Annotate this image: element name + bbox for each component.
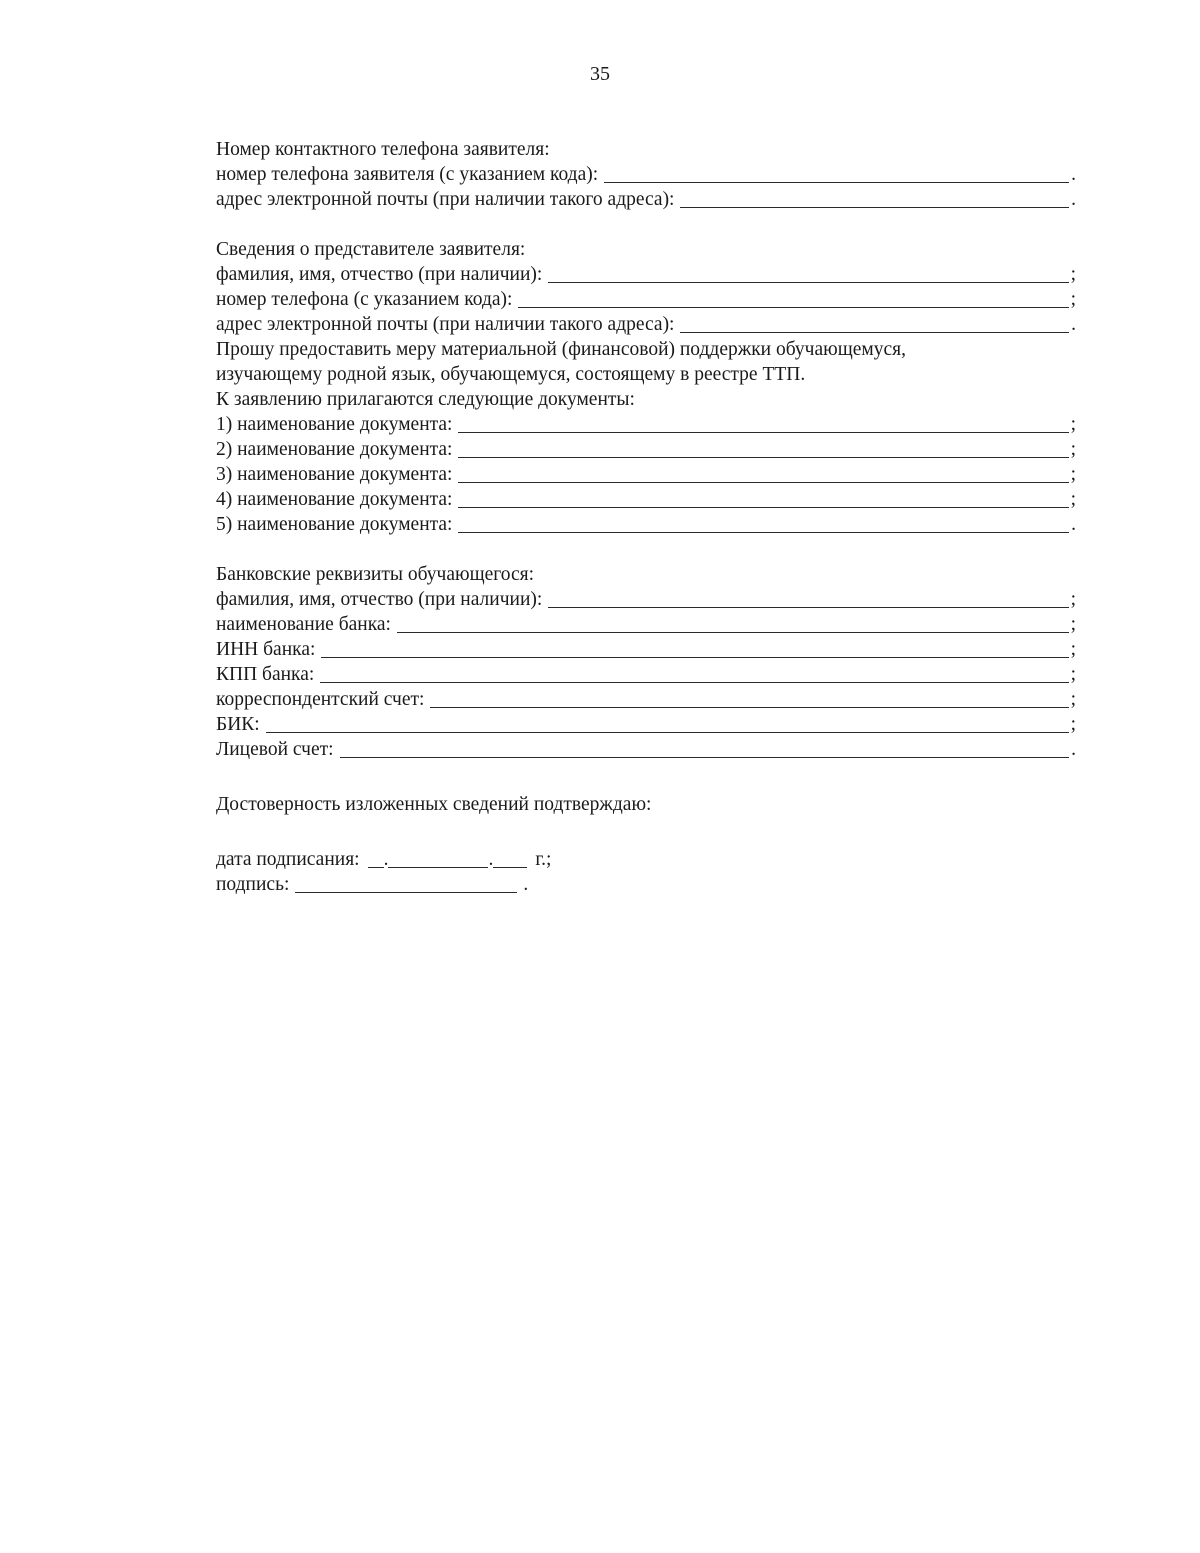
document-label-5: 5) наименование документа: [216, 514, 453, 535]
representative-email-blank[interactable] [680, 316, 1069, 333]
document-label-3: 3) наименование документа: [216, 464, 453, 485]
representative-email-field[interactable] [216, 311, 1076, 336]
representative-email-end: . [1071, 314, 1076, 335]
document-blank-2[interactable] [458, 441, 1068, 458]
document-end-4: ; [1070, 489, 1076, 510]
document-end-1: ; [1070, 414, 1076, 435]
bank-blank-name[interactable] [548, 591, 1068, 608]
contact-heading [216, 136, 1076, 161]
signature-blank[interactable] [295, 876, 517, 893]
document-blank-5[interactable] [458, 516, 1069, 533]
bank-field-inn[interactable] [216, 636, 1076, 661]
document-blank-1[interactable] [458, 416, 1068, 433]
document-label-1: 1) наименование документа: [216, 414, 453, 435]
document-end-2: ; [1070, 439, 1076, 460]
signing-date-suffix: г.; [535, 849, 552, 870]
bank-end-inn: ; [1070, 639, 1076, 660]
applicant-email-end: . [1071, 189, 1076, 210]
bank-blank-personal-account[interactable] [340, 741, 1070, 758]
signing-date-sep-2: . [488, 849, 494, 870]
bank-label-name: фамилия, имя, отчество (при наличии): [216, 589, 543, 610]
representative-phone-end: ; [1070, 289, 1076, 310]
signing-date-field[interactable] [216, 846, 1076, 871]
representative-name-field[interactable] [216, 261, 1076, 286]
bank-label-personal-account: Лицевой счет: [216, 739, 334, 760]
representative-heading-text: Сведения о представителе заявителя: [216, 239, 526, 260]
confirmation [216, 791, 1076, 816]
bank-end-name: ; [1070, 589, 1076, 610]
document-field-1[interactable] [216, 411, 1076, 436]
bank-end-personal-account: . [1071, 739, 1076, 760]
bank-field-kpp[interactable] [216, 661, 1076, 686]
signing-date-label: дата подписания: [216, 849, 360, 870]
document-field-4[interactable] [216, 486, 1076, 511]
document-blank-4[interactable] [458, 491, 1068, 508]
spacer [216, 211, 1076, 236]
bank-heading [216, 561, 1076, 586]
request-text-1: Прошу предоставить меру материальной (финансовой) поддержки обучающемуся, [216, 339, 906, 360]
applicant-phone-end: . [1071, 164, 1076, 185]
bank-end-bik: ; [1070, 714, 1076, 735]
document-blank-3[interactable] [458, 466, 1068, 483]
bank-blank-bank-name[interactable] [397, 616, 1069, 633]
spacer [216, 536, 1076, 561]
representative-name-blank[interactable] [548, 266, 1068, 283]
bank-field-personal-account[interactable] [216, 736, 1076, 761]
representative-email-label: адрес электронной почты (при наличии такого адреса): [216, 314, 675, 335]
request-text-2: изучающему родной язык, обучающемуся, состоящему в реестре ТТП. [216, 364, 806, 385]
signing-date-month-blank[interactable] [388, 851, 488, 868]
spacer [216, 761, 1076, 791]
document-end-3: ; [1070, 464, 1076, 485]
applicant-phone-label: номер телефона заявителя (с указанием кода): [216, 164, 599, 185]
signature-label: подпись: [216, 874, 290, 895]
representative-phone-label: номер телефона (с указанием кода): [216, 289, 513, 310]
signing-date-sep-1: . [383, 849, 389, 870]
bank-end-corr-account: ; [1070, 689, 1076, 710]
document-field-2[interactable] [216, 436, 1076, 461]
bank-blank-inn[interactable] [321, 641, 1068, 658]
document-field-5[interactable] [216, 511, 1076, 536]
bank-blank-kpp[interactable] [320, 666, 1068, 683]
document-label-4: 4) наименование документа: [216, 489, 453, 510]
documents-heading [216, 386, 1076, 411]
bank-label-bank-name: наименование банка: [216, 614, 391, 635]
request-line-1 [216, 336, 1076, 361]
bank-field-bank-name[interactable] [216, 611, 1076, 636]
bank-label-corr-account: корреспондентский счет: [216, 689, 425, 710]
applicant-phone-blank[interactable] [604, 166, 1069, 183]
signature-end: . [523, 874, 529, 895]
bank-end-kpp: ; [1070, 664, 1076, 685]
signing-date-day-blank[interactable] [368, 851, 384, 868]
representative-name-label: фамилия, имя, отчество (при наличии): [216, 264, 543, 285]
documents-heading-text: К заявлению прилагаются следующие документы: [216, 389, 635, 410]
bank-field-name[interactable] [216, 586, 1076, 611]
representative-heading [216, 236, 1076, 261]
applicant-phone-field[interactable] [216, 161, 1076, 186]
applicant-email-label: адрес электронной почты (при наличии такого адреса): [216, 189, 675, 210]
signing-date-year-blank[interactable] [493, 851, 527, 868]
bank-blank-bik[interactable] [266, 716, 1069, 733]
document-label-2: 2) наименование документа: [216, 439, 453, 460]
signature-field[interactable] [216, 871, 1076, 896]
bank-label-inn: ИНН банка: [216, 639, 316, 660]
applicant-email-field[interactable] [216, 186, 1076, 211]
confirmation-text: Достоверность изложенных сведений подтверждаю: [216, 794, 652, 815]
bank-label-bik: БИК: [216, 714, 260, 735]
spacer [216, 816, 1076, 846]
applicant-email-blank[interactable] [680, 191, 1069, 208]
representative-phone-blank[interactable] [518, 291, 1068, 308]
request-line-2 [216, 361, 1076, 386]
representative-name-end: ; [1070, 264, 1076, 285]
bank-blank-corr-account[interactable] [430, 691, 1068, 708]
document-end-5: . [1071, 514, 1076, 535]
bank-heading-text: Банковские реквизиты обучающегося: [216, 564, 535, 585]
representative-phone-field[interactable] [216, 286, 1076, 311]
contact-heading-text: Номер контактного телефона заявителя: [216, 139, 550, 160]
bank-field-bik[interactable] [216, 711, 1076, 736]
bank-end-bank-name: ; [1070, 614, 1076, 635]
bank-label-kpp: КПП банка: [216, 664, 315, 685]
page-number: 35 [590, 63, 610, 85]
document-field-3[interactable] [216, 461, 1076, 486]
bank-field-corr-account[interactable] [216, 686, 1076, 711]
application-form [216, 136, 1076, 896]
